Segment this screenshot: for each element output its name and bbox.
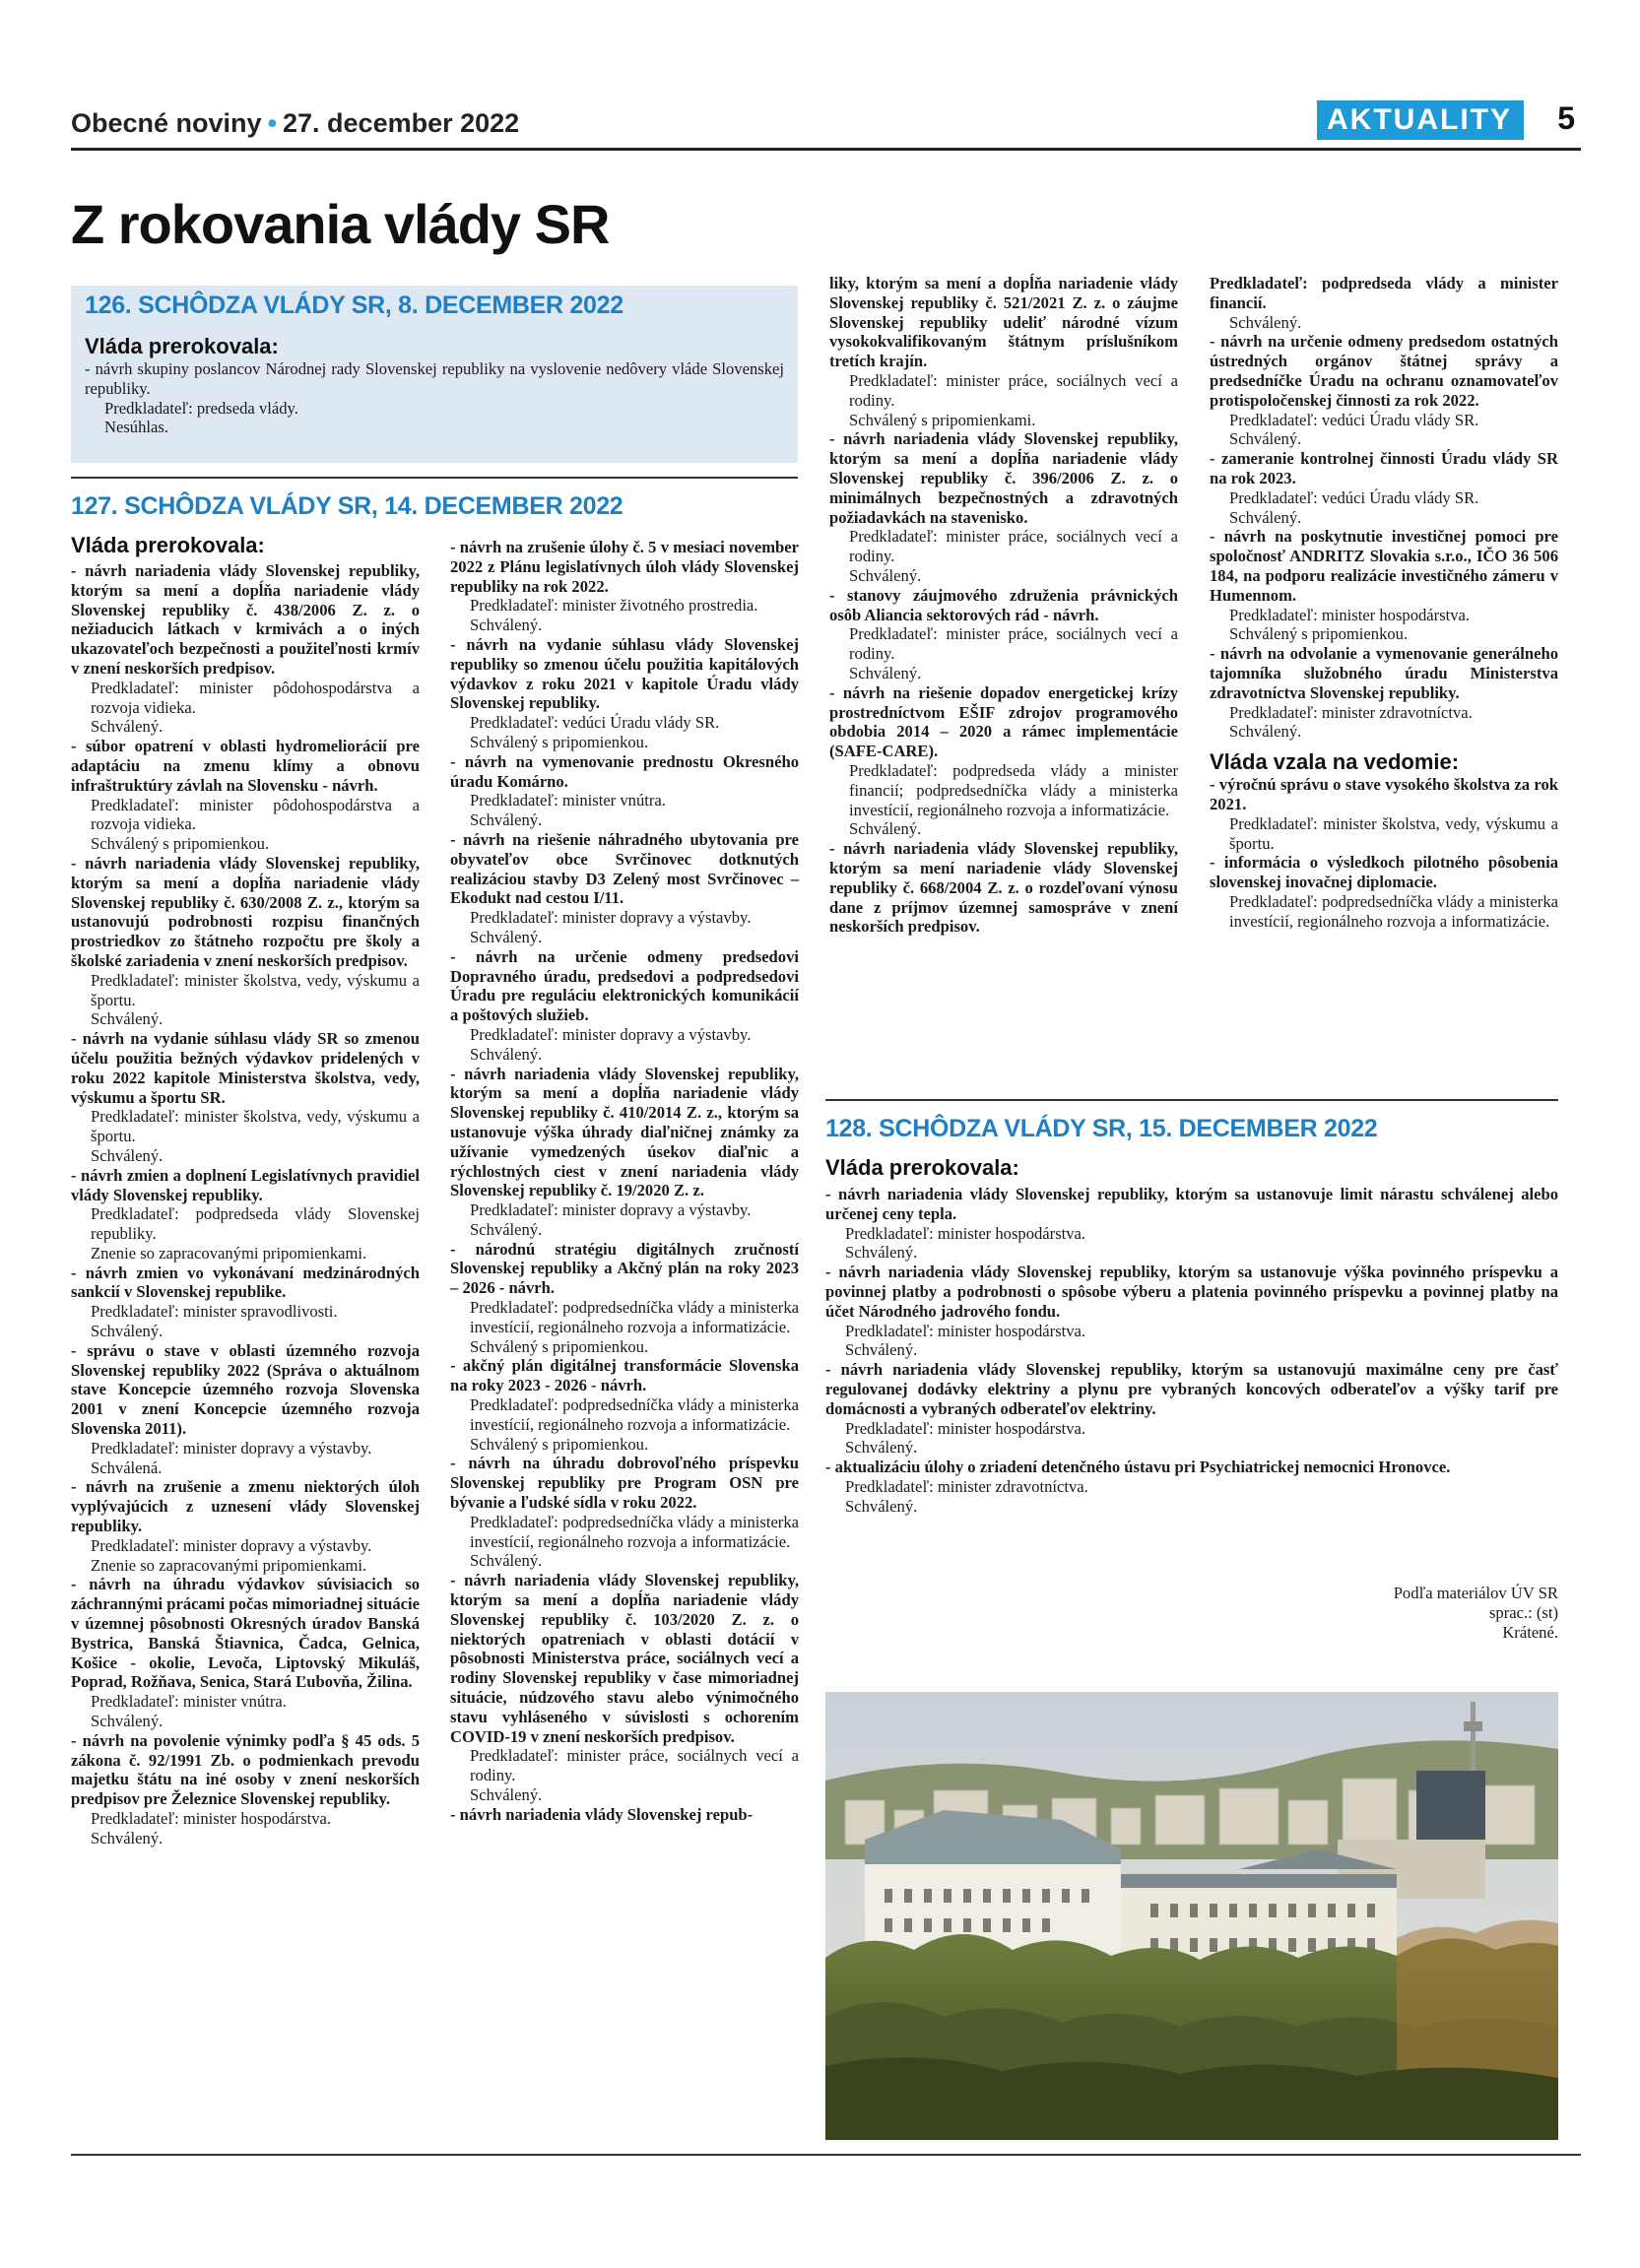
page-headline: Z rokovania vlády SR <box>71 193 610 255</box>
agenda-paragraph: Schválený. <box>91 717 164 737</box>
agenda-paragraph: Schválený s pripomienkou. <box>470 732 649 751</box>
agenda-paragraph: Predkladateľ: minister dopravy a výstavby. <box>91 1438 372 1458</box>
issue-date: 27. december 2022 <box>283 108 520 138</box>
agenda-paragraph: Predkladateľ: minister dopravy a výstavby. <box>470 1200 752 1220</box>
agenda-paragraph: - návrh zmien vo vykonávaní medzinárodných sankcií v Slovenskej republike. <box>71 1263 420 1302</box>
agenda-paragraph: Schválený. <box>845 1496 918 1516</box>
agenda-paragraph: - súbor opatrení v oblasti hydromeliorácií pre adaptáciu na zmenu klímy a obnovu infraštruktúry závlah na Slovensku - návrh. <box>71 737 420 795</box>
agenda-paragraph: - zameranie kontrolnej činnosti Úradu vlády SR na rok 2023. <box>1210 449 1558 487</box>
agenda-paragraph: Schválený s pripomienkou. <box>470 1336 649 1356</box>
agenda-paragraph: Schválený. <box>845 1340 918 1360</box>
agenda-paragraph: Schválený. <box>1229 429 1302 449</box>
bottom-rule <box>71 2154 1581 2156</box>
agenda-paragraph: - návrh nariadenia vlády Slovenskej republiky, ktorým sa ustanovuje limit nárastu schválenej alebo určenej ceny tepla. <box>825 1185 1558 1223</box>
agenda-paragraph: - návrh na určenie odmeny predsedom ostatných ústredných orgánov štátnej správy a predsedníčke Úradu na ochranu oznamovateľov protispoločenskej činnosti za rok 2022. <box>1210 332 1558 410</box>
agenda-paragraph: - akčný plán digitálnej transformácie Slovenska na roky 2023 - 2026 - návrh. <box>450 1356 799 1395</box>
session-126-subheading: Vláda prerokovala: <box>85 334 279 358</box>
publication-name: Obecné noviny <box>71 108 262 138</box>
agenda-paragraph: Predkladateľ: podpredseda vlády a minister financií; podpredsedníčka vlády a ministerka investícií, regionálneho rozvoja a informatizácie. <box>849 760 1178 819</box>
agenda-paragraph: Schválený. <box>470 616 543 635</box>
agenda-paragraph: - návrh na poskytnutie investičnej pomoci pre spoločnosť ANDRITZ Slovakia s.r.o., IČO 36 506 184, na podporu realizácie investičného zámeru v Humennom. <box>1210 527 1558 605</box>
agenda-paragraph: Predkladateľ: podpredsedníčka vlády a ministerka investícií, regionálneho rozvoja a informatizácie. <box>470 1395 799 1434</box>
agenda-paragraph: Predkladateľ: minister dopravy a výstavby. <box>470 1024 752 1044</box>
government-office-photo <box>825 1692 1558 2140</box>
agenda-paragraph: - návrh nariadenia vlády Slovenskej republiky, ktorým sa mení a dopĺňa nariadenie vlády Slovenskej republiky č. 103/2020 Z. z. o niektorých opatreniach v oblasti dotácií v pôsobnosti Ministerstva práce, sociálnych vecí a rodiny Slovenskej republiky v čase mimoriadnej situácie, núdzového stavu alebo výnimočného stavu vyhláseného v súvislosti s ochorením COVID-19 v znení neskorších predpisov. <box>450 1571 799 1746</box>
agenda-paragraph: Predkladateľ: minister hospodárstva. <box>91 1809 332 1828</box>
agenda-paragraph: Schválený s pripomienkami. <box>849 410 1036 429</box>
agenda-paragraph: Schválený. <box>91 1712 164 1731</box>
agenda-paragraph: Predkladateľ: minister spravodlivosti. <box>91 1302 338 1322</box>
agenda-paragraph: Predkladateľ: minister hospodárstva. <box>1229 605 1471 624</box>
agenda-paragraph: Schválený. <box>470 927 543 946</box>
agenda-paragraph: - návrh nariadenia vlády Slovenskej repub- <box>450 1804 754 1824</box>
session-128-text <box>825 1185 1558 1517</box>
agenda-paragraph: - návrh na vymenovanie prednostu Okresného úradu Komárno. <box>450 751 799 791</box>
agenda-paragraph: - návrh nariadenia vlády Slovenskej republiky, ktorým sa mení a dopĺňa nariadenie vlády Slovenskej republiky č. 410/2014 Z. z., ktorým sa ustanovuje výška úhrady diaľničnej známky za užívanie vymedzených úsekov diaľnic a rýchlostných ciest v znení nariadenia vlády Slovenskej republiky č. 19/2020 Z. z. <box>450 1064 799 1200</box>
agenda-paragraph: Predkladateľ: predseda vlády. <box>104 398 298 418</box>
session-126-heading: 126. SCHÔDZA VLÁDY SR, 8. DECEMBER 2022 <box>85 292 623 319</box>
noted-paragraph: Predkladateľ: podpredsedníčka vlády a ministerka investícií, regionálneho rozvoja a informatizácie. <box>1229 891 1558 931</box>
signoff-line: Krátené. <box>1502 1622 1558 1642</box>
signoff-line: Podľa materiálov ÚV SR <box>1393 1584 1558 1602</box>
agenda-paragraph: Predkladateľ: minister práce, sociálnych vecí a rodiny. <box>470 1746 799 1785</box>
noted-paragraph: - informácia o výsledkoch pilotného pôsobenia slovenskej inovačnej diplomacie. <box>1210 853 1558 892</box>
agenda-paragraph: - návrh na povolenie výnimky podľa § 45 ods. 5 zákona č. 92/1991 Zb. o podmienkach prevodu majetku štátu na iné osoby v znení neskorších predpisov pre Železnice Slovenskej republiky. <box>71 1730 420 1809</box>
agenda-paragraph: Predkladateľ: minister pôdohospodárstva a rozvoja vidieka. <box>91 678 420 717</box>
agenda-paragraph: - návrh nariadenia vlády Slovenskej republiky, ktorým sa ustanovuje výška povinného príspevku a povinnej platby a podrobnosti o spôsobe výberu a platenia povinného príspevku a povinnej platby na účet Národného jadrového fondu. <box>825 1263 1558 1321</box>
agenda-paragraph: Schválený. <box>91 1828 164 1847</box>
agenda-paragraph: Predkladateľ: podpredseda vlády Slovenskej republiky. <box>91 1204 420 1244</box>
agenda-paragraph: Predkladateľ: minister práce, sociálnych vecí a rodiny. <box>849 624 1178 664</box>
agenda-paragraph: Schválený. <box>470 1044 543 1064</box>
session-128-heading: 128. SCHÔDZA VLÁDY SR, 15. DECEMBER 2022 <box>825 1115 1378 1142</box>
agenda-paragraph: Schválený. <box>91 1322 164 1341</box>
agenda-paragraph: Predkladateľ: vedúci Úradu vlády SR. <box>470 713 720 733</box>
agenda-paragraph: Predkladateľ: minister hospodárstva. <box>845 1321 1086 1340</box>
agenda-paragraph: Schválený. <box>470 810 543 830</box>
agenda-paragraph: Predkladateľ: minister zdravotníctva. <box>845 1476 1088 1496</box>
session-127-column-4 <box>1210 274 1558 932</box>
agenda-paragraph: Nesúhlas. <box>104 418 168 437</box>
section-label: AKTUALITY <box>1317 100 1524 140</box>
session-127-column-3 <box>829 274 1178 937</box>
agenda-paragraph: Schválený. <box>91 1009 164 1029</box>
session-126-text <box>85 359 784 437</box>
agenda-paragraph: - návrh na riešenie dopadov energetickej krízy prostredníctvom EŠIF zdrojov programového obdobia 2014 – 2020 a rámec implementácie (SAFE-CARE). <box>829 682 1178 761</box>
agenda-paragraph: Predkladateľ: minister dopravy a výstavby. <box>91 1535 372 1555</box>
agenda-paragraph: Predkladateľ: minister práce, sociálnych vecí a rodiny. <box>849 370 1178 410</box>
agenda-paragraph: - návrh nariadenia vlády Slovenskej republiky, ktorým sa mení a dopĺňa nariadenie vlády Slovenskej republiky č. 630/2008 Z. z., ktorým sa ustanovujú podrobnosti rozpisu finančných prostriedkov zo štátneho rozpočtu pre školy a školské zariadenia v znení neskorších predpisov. <box>71 853 420 970</box>
agenda-paragraph: Znenie so zapracovanými pripomienkami. <box>91 1243 367 1263</box>
session-127-column-1 <box>71 561 420 1848</box>
agenda-paragraph: Predkladateľ: podpredsedníčka vlády a ministerka investícií, regionálneho rozvoja a informatizácie. <box>470 1298 799 1336</box>
agenda-paragraph: Schválený. <box>470 1219 543 1239</box>
agenda-paragraph: Schválený. <box>849 819 922 839</box>
signoff-line: sprac.: (st) <box>1488 1602 1558 1622</box>
agenda-paragraph: Predkladateľ: minister školstva, vedy, výskumu a športu. <box>91 1107 420 1146</box>
agenda-paragraph: Predkladateľ: vedúci Úradu vlády SR. <box>1229 410 1479 429</box>
session-127-heading: 127. SCHÔDZA VLÁDY SR, 14. DECEMBER 2022 <box>71 492 623 520</box>
noted-subheading: Vláda vzala na vedomie: <box>1210 749 1460 775</box>
agenda-paragraph: - návrh na úhradu dobrovoľného príspevku Slovenskej republiky pre Program OSN pre bývanie a ľudské sídla v roku 2022. <box>450 1454 799 1513</box>
agenda-paragraph: Schválená. <box>91 1458 163 1477</box>
page-header <box>71 97 1581 151</box>
agenda-paragraph: - návrh na odvolanie a vymenovanie generálneho tajomníka služobného úradu Ministerstva zdravotníctva Slovenskej republiky. <box>1210 644 1558 702</box>
agenda-paragraph: Predkladateľ: podpredseda vlády a minister financií. <box>1210 274 1558 312</box>
session-127-subheading: Vláda prerokovala: <box>71 533 265 557</box>
agenda-paragraph: Predkladateľ: minister pôdohospodárstva a rozvoja vidieka. <box>91 795 420 834</box>
agenda-paragraph: Predkladateľ: minister práce, sociálnych vecí a rodiny. <box>849 527 1178 566</box>
agenda-paragraph: - návrh na vydanie súhlasu vlády Slovenskej republiky so zmenou účelu použitia kapitálových výdavkov z roku 2021 v kapitole Úradu vlády Slovenskej republiky. <box>450 634 799 713</box>
source-signoff <box>1271 1584 1558 1642</box>
agenda-paragraph: Schválený. <box>845 1243 918 1263</box>
agenda-paragraph: Predkladateľ: minister hospodárstva. <box>845 1223 1086 1243</box>
agenda-paragraph: Predkladateľ: minister zdravotníctva. <box>1229 702 1473 722</box>
agenda-paragraph: Schválený s pripomienkou. <box>1229 624 1409 644</box>
agenda-paragraph: - návrh na zrušenie a zmenu niektorých úloh vyplývajúcich z uznesení vlády Slovenskej republiky. <box>71 1477 420 1536</box>
agenda-paragraph: Schválený. <box>1229 722 1302 742</box>
agenda-paragraph: - stanovy záujmového združenia právnických osôb Aliancia sektorových rád - návrh. <box>829 585 1178 624</box>
agenda-paragraph: Predkladateľ: vedúci Úradu vlády SR. <box>1229 487 1479 507</box>
agenda-paragraph: Schválený. <box>849 663 922 682</box>
agenda-paragraph: - návrh zmien a doplnení Legislatívnych pravidiel vlády Slovenskej republiky. <box>71 1165 420 1204</box>
agenda-paragraph: - návrh na určenie odmeny predsedovi Dopravného úradu, predsedovi a podpredsedovi Úradu pre reguláciu elektronických komunikácií a poštových služieb. <box>450 946 799 1025</box>
agenda-paragraph: - národnú stratégiu digitálnych zručností Slovenskej republiky a Akčný plán na roky 2023 – 2026 - návrh. <box>450 1239 799 1298</box>
agenda-paragraph: Schválený s pripomienkou. <box>470 1434 649 1454</box>
session-127-column-2 <box>450 538 799 1825</box>
agenda-paragraph: Predkladateľ: minister dopravy a výstavby. <box>470 908 752 928</box>
session-128-subheading: Vláda prerokovala: <box>825 1155 1019 1180</box>
agenda-paragraph: - návrh nariadenia vlády Slovenskej republiky, ktorým sa ustanovujú maximálne ceny pre časť regulovanej dodávky elektriny a plynu pre vybraných koncových odberateľov a výšky tarif pre domácnosti a vybraných odberateľov elektriny. <box>825 1360 1558 1418</box>
noted-paragraph: - výročnú správu o stave vysokého školstva za rok 2021. <box>1210 775 1558 813</box>
agenda-paragraph: - návrh na úhradu výdavkov súvisiacich so záchrannými prácami počas mimoriadnej situácie v územnej pôsobnosti Okresných úradov Banská Bystrica, Banská Štiavnica, Čadca, Gelnica, Košice - okolie, Levoča, Liptovský Mikuláš, Poprad, Rožňava, Senica, Stará Ľubovňa, Žilina. <box>71 1575 420 1692</box>
divider-127 <box>71 477 798 479</box>
publication-line <box>71 108 519 139</box>
agenda-paragraph: Znenie so zapracovanými pripomienkami. <box>91 1555 367 1575</box>
agenda-paragraph: Schválený. <box>849 565 922 585</box>
agenda-paragraph: liky, ktorým sa mení a dopĺňa nariadenie vlády Slovenskej republiky č. 521/2021 Z. z. o záujme Slovenskej republiky udeliť národné vízum vysokokvalifikovaným štátnym príslušníkom tretích krajín. <box>829 274 1178 371</box>
agenda-paragraph: Schválený. <box>1229 507 1302 527</box>
agenda-paragraph: - návrh nariadenia vlády Slovenskej republiky, ktorým sa mení a dopĺňa nariadenie vlády Slovenskej republiky č. 438/2006 Z. z. o nežiaducich látkach v krmivách a o iných ukazovateľoch bezpečnosti a použiteľnosti krmív v znení neskorších predpisov. <box>71 561 420 678</box>
agenda-paragraph: - návrh na zrušenie úlohy č. 5 v mesiaci november 2022 z Plánu legislatívnych úloh vlády Slovenskej republiky na rok 2022. <box>450 538 799 596</box>
page-number: 5 <box>1557 100 1575 136</box>
agenda-paragraph: Schválený. <box>845 1438 918 1458</box>
agenda-paragraph: Predkladateľ: minister školstva, vedy, výskumu a športu. <box>91 970 420 1009</box>
agenda-paragraph: - návrh na vydanie súhlasu vlády SR so zmenou účelu použitia bežných výdavkov pridelených v roku 2022 kapitole Ministerstva školstva, vedy, výskumu a športu SR. <box>71 1029 420 1107</box>
agenda-paragraph: Predkladateľ: podpredsedníčka vlády a ministerka investícií, regionálneho rozvoja a informatizácie. <box>470 1512 799 1551</box>
agenda-paragraph: Schválený. <box>1229 312 1302 332</box>
agenda-paragraph: - návrh nariadenia vlády Slovenskej republiky, ktorým sa mení nariadenie vlády Slovenskej republiky č. 668/2004 Z. z. o rozdeľovaní výnosu dane z príjmov územnej samospráve v znení neskorších predpisov. <box>829 839 1178 937</box>
agenda-paragraph: Predkladateľ: minister vnútra. <box>470 791 666 810</box>
agenda-paragraph: Schválený. <box>91 1145 164 1165</box>
agenda-paragraph: Schválený. <box>470 1785 543 1804</box>
agenda-paragraph: Predkladateľ: minister životného prostredia. <box>470 596 758 616</box>
noted-paragraph: Predkladateľ: minister školstva, vedy, výskumu a športu. <box>1229 813 1558 853</box>
session-126-box <box>71 286 798 463</box>
agenda-paragraph: Schválený s pripomienkou. <box>91 834 270 854</box>
agenda-paragraph: Schválený. <box>470 1551 543 1571</box>
agenda-paragraph: Predkladateľ: minister vnútra. <box>91 1692 287 1712</box>
agenda-paragraph: Predkladateľ: minister hospodárstva. <box>845 1418 1086 1438</box>
agenda-paragraph: - správu o stave v oblasti územného rozvoja Slovenskej republiky 2022 (Správa o aktuálnom stave Koncepcie územného rozvoja Slovenska 2001 v znení Koncepcie územného rozvoja Slovenska 2011). <box>71 1340 420 1439</box>
divider-128 <box>825 1099 1558 1101</box>
agenda-paragraph: - aktualizáciu úlohy o zriadení detenčného ústavu pri Psychiatrickej nemocnici Hronovce. <box>825 1458 1451 1477</box>
agenda-paragraph: - návrh skupiny poslancov Národnej rady Slovenskej republiky na vyslovenie nedôvery vláde Slovenskej republiky. <box>85 359 784 398</box>
separator-dot: • <box>267 108 278 138</box>
agenda-paragraph: - návrh nariadenia vlády Slovenskej republiky, ktorým sa mení a dopĺňa nariadenie vlády Slovenskej republiky č. 396/2006 Z. z. o minimálnych bezpečnostných a zdravotných požiadavkách na stavenisko. <box>829 429 1178 527</box>
agenda-paragraph: - návrh na riešenie náhradného ubytovania pre obyvateľov obce Svrčinovec dotknutých realizáciou stavby D3 Zelený most Svrčinovec – Ekodukt nad cestou I/11. <box>450 829 799 908</box>
